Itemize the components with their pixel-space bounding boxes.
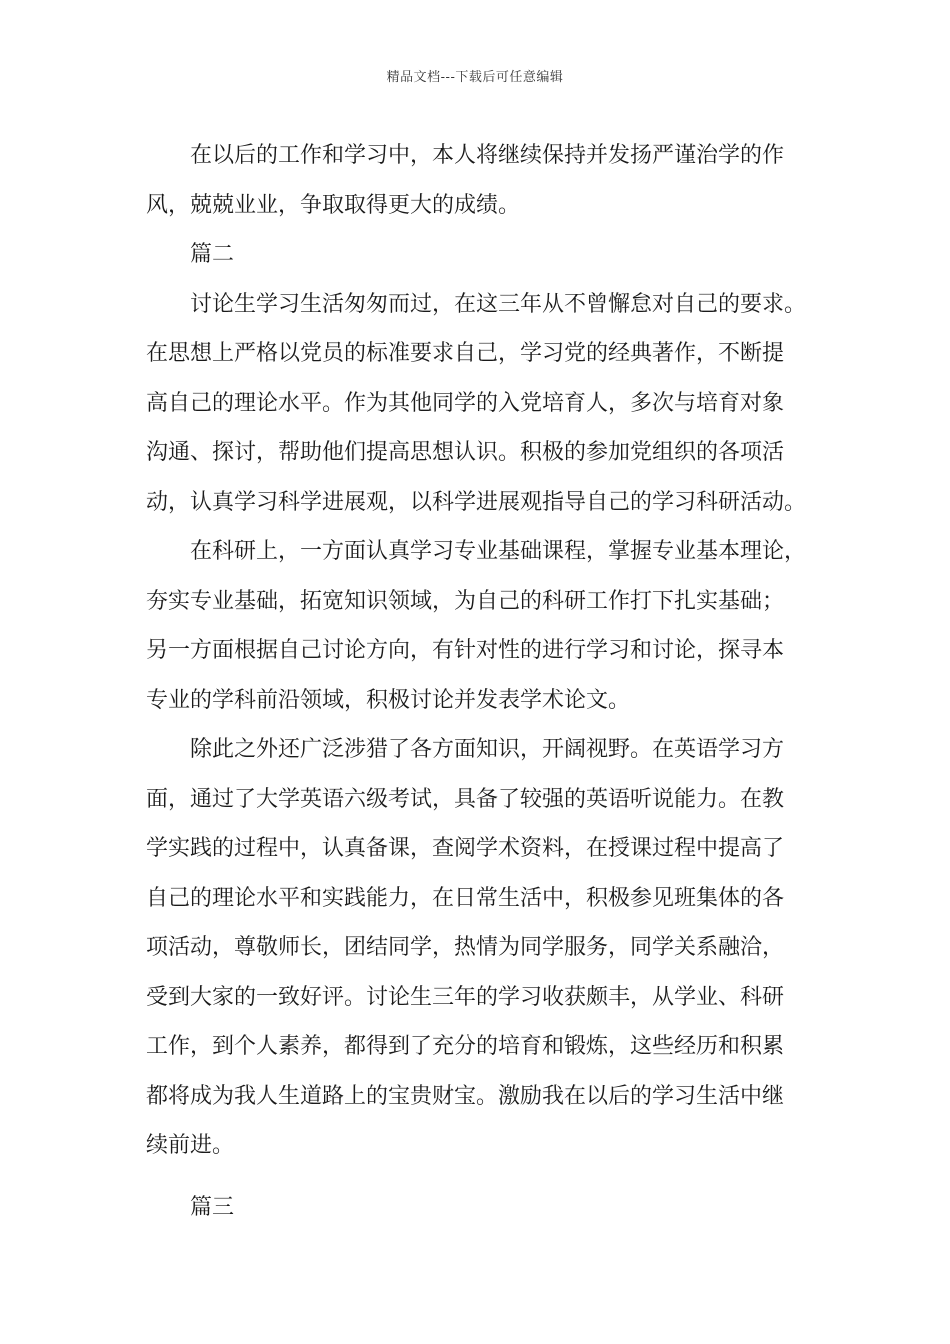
text-line: 面，通过了大学英语六级考试，具备了较强的英语听说能力。在教 [146, 786, 785, 812]
text-line: 在以后的工作和学习中，本人将继续保持并发扬严谨治学的作 [190, 143, 785, 168]
text-line: 篇三 [190, 1194, 235, 1220]
text-line: 自己的理论水平和实践能力，在日常生活中，积极参见班集体的各 [146, 885, 785, 911]
text-line: 除此之外还广泛涉猎了各方面知识，开阔视野。在英语学习方 [190, 737, 785, 762]
text-line: 学实践的过程中，认真备课，查阅学术资料，在授课过程中提高了 [146, 836, 785, 861]
text-line: 专业的学科前沿领域，积极讨论并发表学术论文。 [146, 687, 631, 713]
text-line: 沟通、探讨，帮助他们提高思想认识。积极的参加党组织的各项活 [146, 440, 785, 465]
text-line: 风，兢兢业业，争取取得更大的成绩。 [146, 192, 521, 218]
page-header: 精品文档---下载后可任意编辑 [386, 70, 564, 85]
text-line: 高自己的理论水平。作为其他同学的入党培育人，多次与培育对象 [146, 390, 785, 416]
section-gap [146, 1171, 814, 1183]
text-line: 讨论生学习生活匆匆而过，在这三年从不曾懈怠对自己的要求。 [190, 291, 807, 317]
text-line: 都将成为我人生道路上的宝贵财宝。激励我在以后的学习生活中继 [146, 1083, 785, 1109]
text-line: 在科研上，一方面认真学习专业基础课程，掌握专业基本理论， [190, 539, 807, 564]
text-line: 篇二 [190, 242, 235, 267]
text-line: 另一方面根据自己讨论方向，有针对性的进行学习和讨论，探寻本 [146, 638, 785, 663]
text-line: 受到大家的一致好评。讨论生三年的学习收获颇丰，从学业、科研 [146, 984, 785, 1010]
document-body [146, 131, 814, 1232]
text-line: 项活动，尊敬师长，团结同学，热情为同学服务，同学关系融洽， [146, 935, 785, 960]
text-line: 动，认真学习科学进展观，以科学进展观指导自己的学习科研活动。 [146, 489, 807, 515]
text-line: 夯实专业基础，拓宽知识领域，为自己的科研工作打下扎实基础； [146, 588, 785, 614]
text-line: 在思想上严格以党员的标准要求自己，学习党的经典著作，不断提 [146, 341, 785, 366]
text-line: 续前进。 [146, 1133, 235, 1158]
text-line: 工作，到个人素养，都得到了充分的培育和锻炼，这些经历和积累 [146, 1034, 785, 1059]
